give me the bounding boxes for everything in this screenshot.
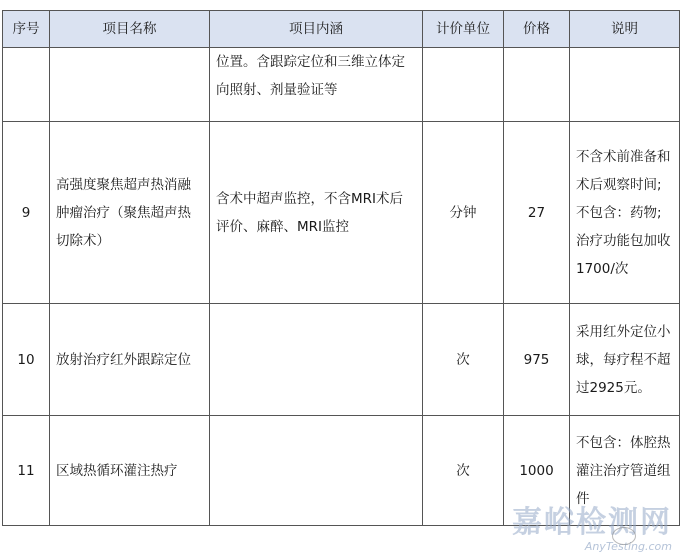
table-row (3, 122, 680, 304)
table-header-row (3, 11, 680, 48)
cell-content (210, 304, 423, 416)
table-row (3, 304, 680, 416)
table-row (3, 48, 680, 122)
header-price: 价格 (504, 11, 570, 48)
price-table (2, 10, 680, 526)
cell-name (50, 48, 210, 122)
cell-no: 10 (3, 304, 50, 416)
cell-note (570, 48, 680, 122)
cell-unit: 次 (423, 304, 504, 416)
cell-note: 不含术前准备和术后观察时间;不包含：药物;治疗功能包加收1700/次 (570, 122, 680, 304)
cell-content: 位置。含跟踪定位和三维立体定向照射、剂量验证等 (210, 48, 423, 122)
header-no: 序号 (3, 11, 50, 48)
cell-price: 975 (504, 304, 570, 416)
cell-unit (423, 48, 504, 122)
cell-no: 11 (3, 416, 50, 526)
cell-no (3, 48, 50, 122)
wechat-icon (612, 527, 636, 545)
watermark-en: AnyTesting.com (584, 540, 672, 553)
cell-price: 1000 (504, 416, 570, 526)
cell-price: 27 (504, 122, 570, 304)
header-name: 项目名称 (50, 11, 210, 48)
cell-unit: 次 (423, 416, 504, 526)
cell-content: 含术中超声监控，不含MRI术后评价、麻醉、MRI监控 (210, 122, 423, 304)
cell-no: 9 (3, 122, 50, 304)
header-note: 说明 (570, 11, 680, 48)
cell-note: 不包含：体腔热灌注治疗管道组件 (570, 416, 680, 526)
cell-unit: 分钟 (423, 122, 504, 304)
cell-note: 采用红外定位小球，每疗程不超过2925元。 (570, 304, 680, 416)
cell-content (210, 416, 423, 526)
cell-name: 放射治疗红外跟踪定位 (50, 304, 210, 416)
watermark (512, 506, 672, 553)
watermark-cn: 嘉峪检测网 (512, 505, 672, 540)
cell-price (504, 48, 570, 122)
cell-name: 区域热循环灌注热疗 (50, 416, 210, 526)
header-unit: 计价单位 (423, 11, 504, 48)
header-content: 项目内涵 (210, 11, 423, 48)
cell-name: 高强度聚焦超声热消融肿瘤治疗（聚焦超声热切除术） (50, 122, 210, 304)
